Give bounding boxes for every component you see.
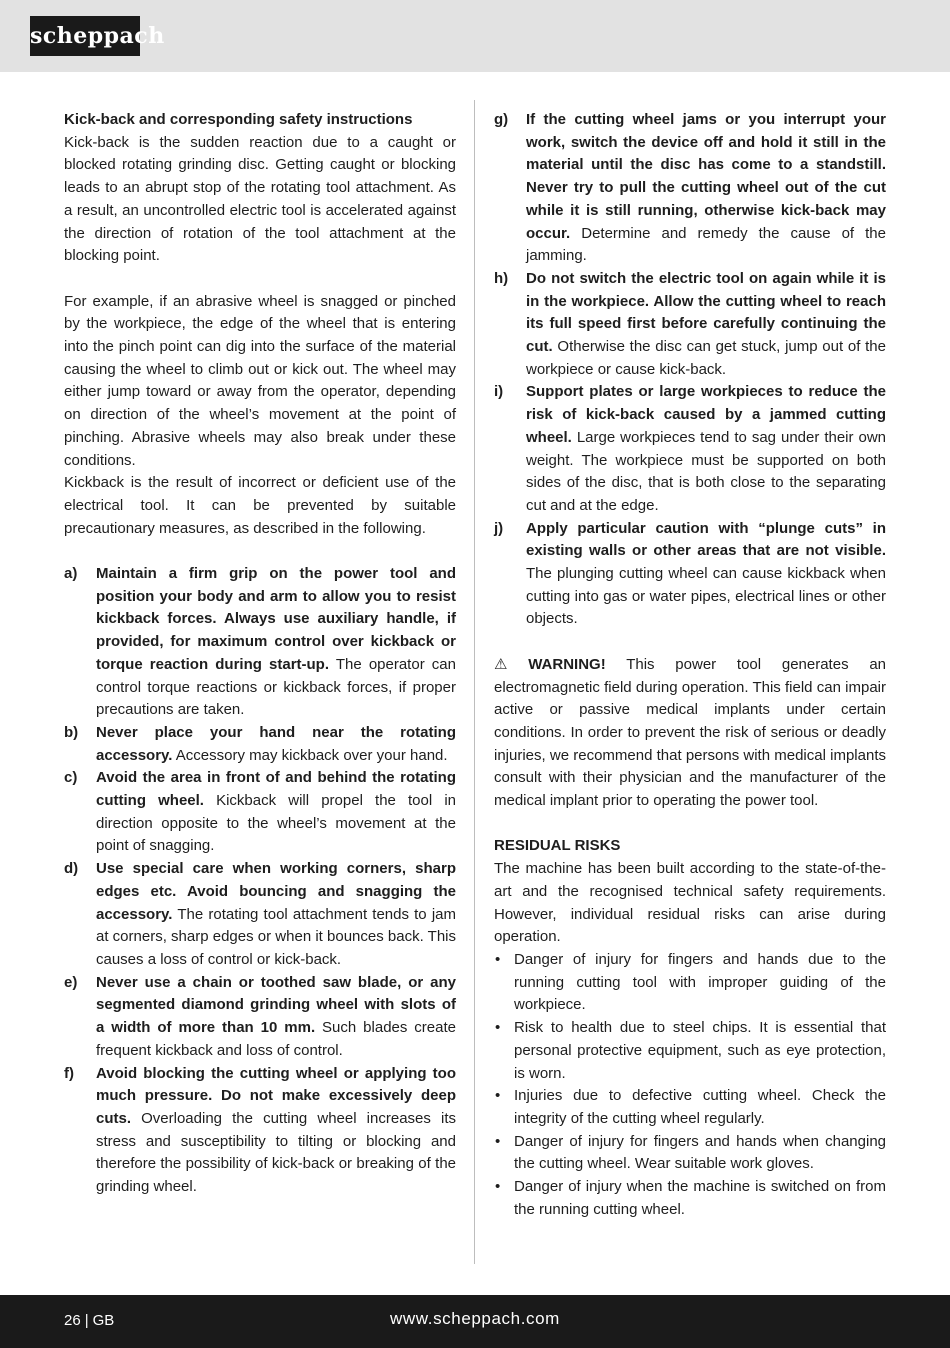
- item-bold-text: Support plates or large workpieces to reduce the risk of kick-back caused by a jammed cutting wheel.: [526, 383, 886, 446]
- item-text: The plunging cutting wheel can cause kickback when cutting into gas or water pipes, electrical lines or other objects.: [526, 565, 886, 628]
- language-code: GB: [92, 1312, 115, 1329]
- residual-risks-intro: The machine has been built according to the state-of-the-art and the recognised technical safety requirements. However, individual residual risks can arise during operation.: [494, 860, 886, 946]
- kickback-intro: Kick-back is the sudden reaction due to a caught or blocked rotating grinding disc. Getting caught or blocking leads to an abrupt stop of the rotating tool attachment. As a result, an uncontrolled electric tool is accelerated against the direction of rotation of the tool attachment at the blocking point.: [64, 133, 456, 265]
- warning-label: WARNING!: [528, 655, 606, 673]
- bullet-icon: •: [495, 1178, 501, 1196]
- item-bold-text: Apply particular caution with “plunge cuts” in existing walls or other areas that are not visible.: [526, 519, 886, 560]
- right-column: [494, 109, 886, 1221]
- item-text: Determine and remedy the cause of the jamming.: [526, 224, 886, 265]
- instruction-item-c: [64, 767, 456, 858]
- bullet-icon: •: [495, 1132, 501, 1150]
- item-label: a): [64, 565, 78, 583]
- item-bold-text: Use special care when working corners, sharp edges etc. Avoid bouncing and snagging the accessory.: [96, 860, 456, 923]
- instruction-item-g: [494, 109, 886, 268]
- item-bold-text: Never use a chain or toothed saw blade, or any segmented diamond grinding wheel with slots of a width of more than 10 mm.: [96, 973, 456, 1037]
- risk-text: Danger of injury for fingers and hands due to the running cutting tool with improper guiding of the workpiece.: [514, 950, 886, 1014]
- bullet-icon: •: [495, 950, 501, 968]
- kickback-prevention: Kickback is the result of incorrect or deficient use of the electrical tool. It can be prevented by suitable precautionary measures, as described in the following.: [64, 474, 456, 537]
- item-label: j): [494, 519, 504, 537]
- scheppach-logo: scheppach: [30, 16, 140, 56]
- risk-text: Danger of injury for fingers and hands when changing the cutting wheel. Wear suitable work gloves.: [514, 1132, 886, 1173]
- item-label: f): [64, 1064, 74, 1082]
- item-label: h): [494, 269, 509, 287]
- risk-text: Danger of injury when the machine is switched on from the running cutting wheel.: [514, 1178, 886, 1218]
- column-divider: [474, 100, 475, 1264]
- item-label: g): [494, 111, 509, 128]
- warning-triangle-icon: ⚠: [494, 655, 508, 673]
- bullet-icon: •: [495, 1019, 501, 1037]
- page-header: [0, 0, 950, 72]
- item-text: The operator can control torque reactions or kickback forces, if proper precautions are taken.: [96, 655, 456, 719]
- list-item: [494, 1176, 886, 1221]
- left-column: [64, 109, 456, 1199]
- item-text: Such blades create frequent kickback and loss of control.: [96, 1019, 456, 1059]
- warning-text: This power tool generates an electromagnetic field during operation. This field can impair active or passive medical implants under certain conditions. In order to prevent the risk of serious or deadly injuries, we recommend that persons with medical implants consult with their physician and the manufacturer of the medical implant prior to operating the power tool.: [494, 655, 887, 810]
- item-text: Kickback will propel the tool in direction opposite to the wheel’s movement at the point of snagging.: [96, 792, 456, 855]
- warning-paragraph: [494, 654, 886, 813]
- instruction-item-a: [64, 563, 456, 722]
- item-label: b): [64, 723, 79, 741]
- page-footer: [0, 1295, 950, 1348]
- item-bold-text: Avoid the area in front of and behind the rotating cutting wheel.: [96, 769, 456, 810]
- website-link[interactable]: www.scheppach.com: [390, 1309, 560, 1328]
- item-text: Large workpieces tend to sag under their own weight. The workpiece must be supported on both sides of the disc, that is both close to the separating cut and at the edge.: [526, 428, 886, 514]
- item-bold-text: Avoid blocking the cutting wheel or applying too much pressure. Do not make excessively deep cuts.: [96, 1064, 456, 1127]
- residual-risks-heading: RESIDUAL RISKS: [494, 837, 621, 855]
- item-label: d): [64, 860, 79, 878]
- list-item: [494, 1017, 886, 1085]
- item-label: c): [64, 769, 78, 787]
- bullet-icon: •: [495, 1087, 501, 1105]
- instruction-item-h: [494, 268, 886, 382]
- page-number-value: 26: [64, 1312, 81, 1329]
- item-text: The rotating tool attachment tends to jam at corners, sharp edges or when it bounces back. This causes a loss of control or kick-back.: [96, 905, 456, 968]
- item-label: i): [494, 383, 504, 401]
- item-text: Overloading the cutting wheel increases its stress and susceptibility to tilting or blocking and therefore the possibility of kick-back or breaking of the grinding wheel.: [96, 1109, 456, 1196]
- separator: |: [84, 1312, 89, 1329]
- risk-text: Risk to health due to steel chips. It is essential that personal protective equipment, such as eye protection, is worn.: [514, 1019, 886, 1082]
- item-text: Otherwise the disc can get stuck, jump out of the workpiece or cause kick-back.: [526, 338, 886, 378]
- item-bold-text: If the cutting wheel jams or you interrupt your work, switch the device off and hold it still in the material until the disc has come to a standstill. Never try to pull the cutting wheel out of the cut while it is still running, otherwise kick-back may occur.: [526, 111, 886, 242]
- list-item: [494, 1131, 886, 1176]
- list-item: [494, 949, 886, 1017]
- item-bold-text: Do not switch the electric tool on again while it is in the workpiece. Allow the cutting wheel to reach its full speed first before carefully continuing the cut.: [526, 269, 886, 356]
- risk-text: Injuries due to defective cutting wheel. Check the integrity of the cutting wheel regularly.: [514, 1087, 886, 1127]
- list-item: [494, 1085, 886, 1130]
- item-text: Accessory may kickback over your hand.: [172, 746, 448, 764]
- instruction-item-d: [64, 858, 456, 972]
- item-bold-text: Maintain a firm grip on the power tool and position your body and arm to allow you to resist kickback forces. Always use auxiliary handle, if provided, for maximum control over kickback or torque reaction during start-up.: [96, 565, 456, 673]
- kickback-heading: Kick-back and corresponding safety instructions: [64, 111, 413, 128]
- instruction-item-f: [64, 1063, 456, 1199]
- instruction-item-i: [494, 381, 886, 517]
- instruction-item-j: [494, 518, 886, 632]
- item-bold-text: Never place your hand near the rotating accessory.: [96, 723, 456, 764]
- item-label: e): [64, 973, 78, 991]
- kickback-example: For example, if an abrasive wheel is snagged or pinched by the workpiece, the edge of the wheel that is entering into the pinch point can dig into the surface of the material causing the wheel to climb out or kick out. The wheel may either jump toward or away from the operator, depending on direction of the wheel’s movement at the point of pinching. Abrasive wheels may also break under these conditions.: [64, 292, 456, 469]
- instruction-item-b: [64, 722, 456, 767]
- instruction-item-e: [64, 972, 456, 1063]
